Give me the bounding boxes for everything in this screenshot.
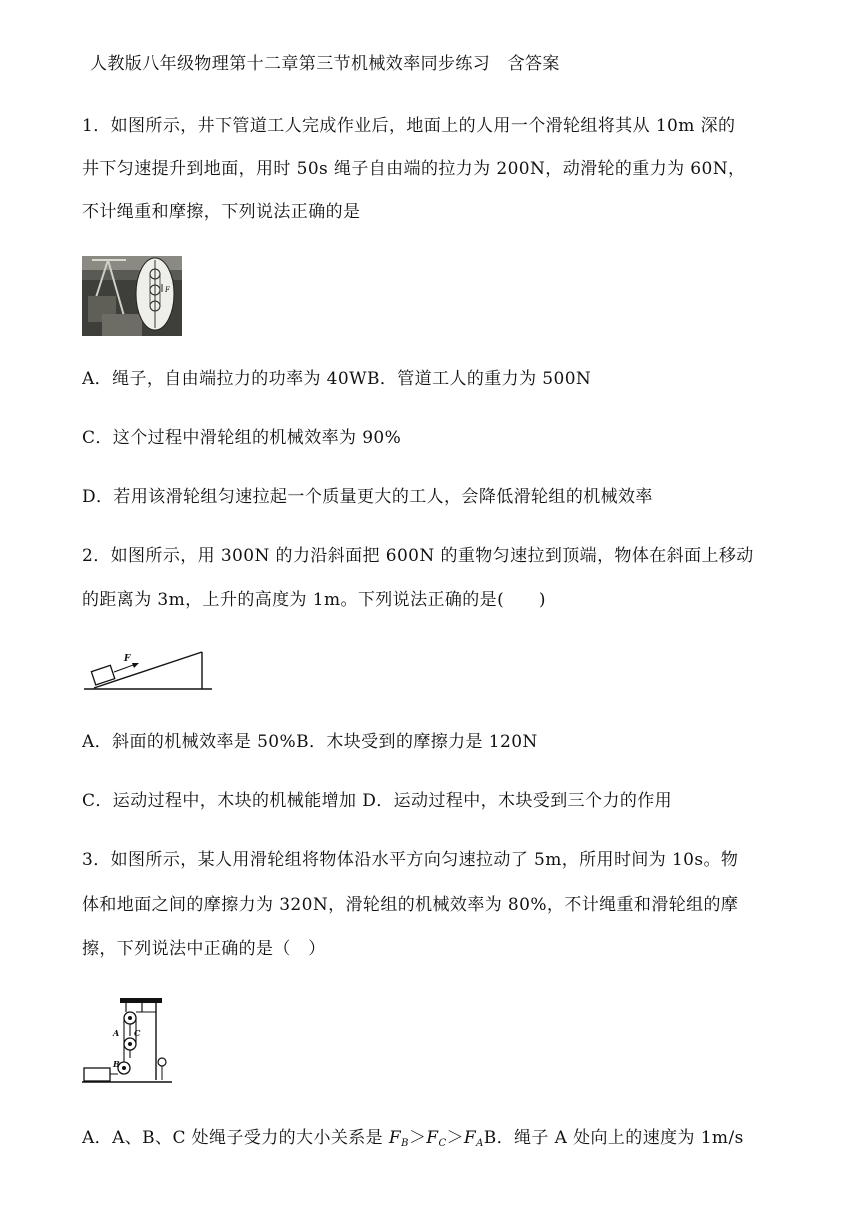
q3-figure-label-a: A [113,1028,120,1038]
q2-figure-force-label: F [124,654,131,664]
q2-option-ab: A．斜面的机械效率是 50%B．木块受到的摩擦力是 120N [82,732,538,752]
force-symbol-a: F [463,1128,477,1148]
q1-option-d: D．若用该滑轮组匀速拉起一个质量更大的工人，会降低滑轮组的机械效率 [82,487,653,507]
q1-option-c: C．这个过程中滑轮组的机械效率为 90% [82,428,402,448]
q1-figure-force-label: F [165,286,170,294]
q1-option-ab: A．绳子，自由端拉力的功率为 40WB．管道工人的重力为 500N [82,369,592,389]
q1-stem-line-1: 1．如图所示，井下管道工人完成作业后，地面上的人用一个滑轮组将其从 10m 深的 [82,116,736,136]
q3-stem-line-3: 擦，下列说法中正确的是（ ） [82,939,326,959]
q3-pulley-diagram [80,996,175,1084]
q1-stem-line-3: 不计绳重和摩擦，下列说法正确的是 [82,202,361,222]
force-symbol-c: F [426,1128,439,1148]
force-subscript-a: A [476,1138,484,1149]
q1-pulley-photo [82,256,182,336]
q3-option-b-text: B．绳子 A 处向上的速度为 1m/s [483,1128,744,1148]
force-subscript-c: C [438,1138,447,1149]
q3-stem-line-1: 3．如图所示，某人用滑轮组将物体沿水平方向匀速拉动了 5m，所用时间为 10s。物 [82,850,739,870]
q2-option-cd: C．运动过程中，木块的机械能增加 D．运动过程中，木块受到三个力的作用 [82,791,673,811]
force-symbol-b: F [388,1128,402,1148]
q2-stem-line-2: 的距离为 3m，上升的高度为 1m。下列说法正确的是( ) [82,590,546,610]
q3-option-a-prefix: A．A、B、C 处绳子受力的大小关系是 [82,1128,389,1148]
greater-than-1: ＞ [408,1128,427,1148]
q2-stem-line-1: 2．如图所示，用 300N 的力沿斜面把 600N 的重物匀速拉到顶端，物体在斜面上移动 [82,546,754,566]
q3-figure-label-c: C [134,1028,141,1038]
q3-figure-label-b: B [113,1059,120,1069]
q3-option-ab [82,1125,744,1157]
greater-than-2: ＞ [446,1128,464,1148]
page-title: 人教版八年级物理第十二章第三节机械效率同步练习 含答案 [90,54,560,74]
q1-stem-line-2: 井下匀速提升到地面，用时 50s 绳子自由端的拉力为 200N，动滑轮的重力为 60N， [82,159,746,179]
q3-stem-line-2: 体和地面之间的摩擦力为 320N，滑轮组的机械效率为 80%，不计绳重和滑轮组的摩 [82,895,739,915]
q2-incline-diagram [84,648,214,694]
force-subscript-b: B [401,1138,409,1149]
